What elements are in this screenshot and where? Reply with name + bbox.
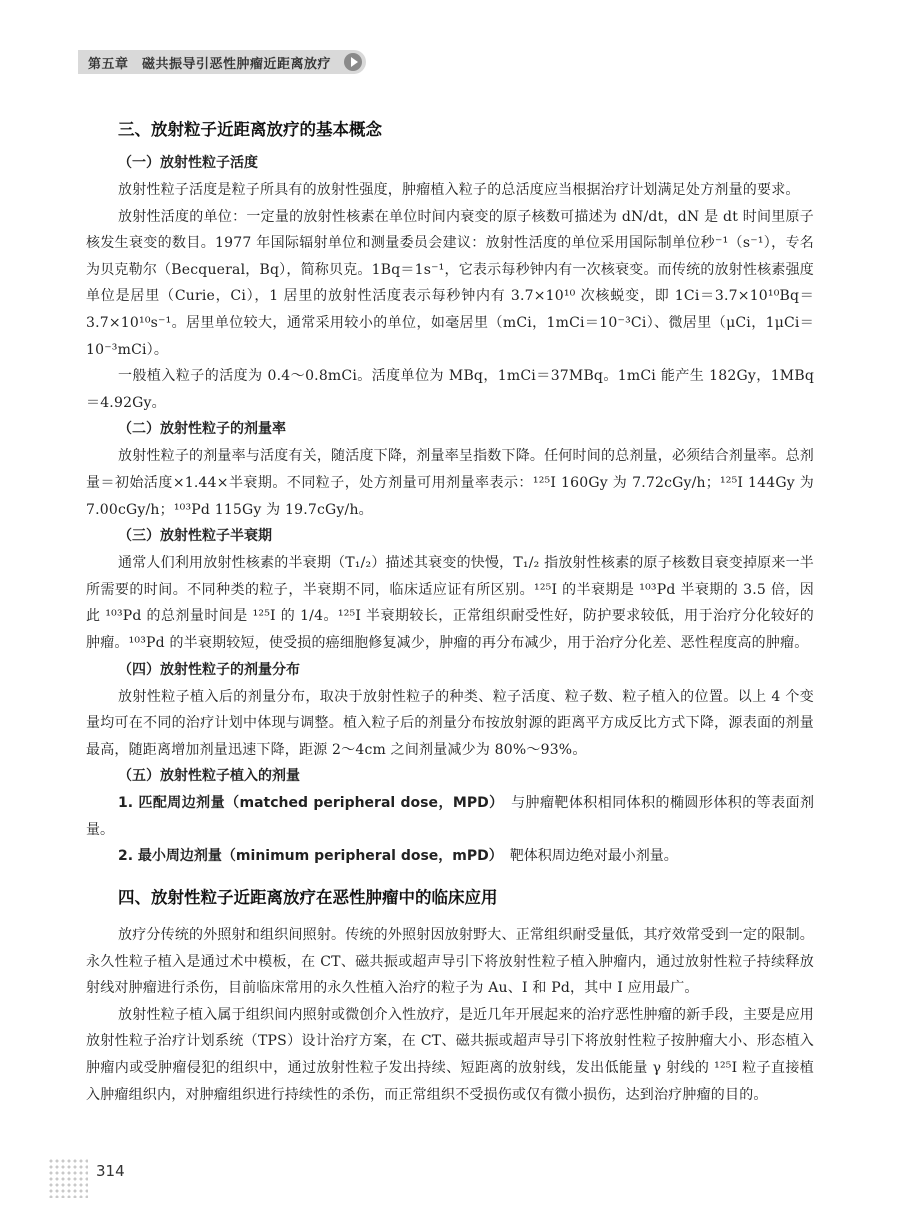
item-desc: 靶体积周边绝对最小剂量。 [509, 848, 678, 865]
paragraph: 一般植入粒子的活度为 0.4～0.8mCi。活度单位为 MBq，1mCi＝37MBq。1mCi 能产生 182Gy，1MBq＝4.92Gy。 [86, 368, 814, 411]
play-arrow-icon [344, 53, 362, 71]
subsection-2-title: （二）放射性粒子的剂量率 [118, 421, 286, 438]
paragraph: 放射性粒子的剂量率与活度有关，随活度下降，剂量率呈指数下降。任何时间的总剂量，必须结合剂量率。总剂量＝初始活度×1.44×半衰期。不同粒子，处方剂量可用剂量率表示：¹²⁵I 160Gy 为 7.72cGy/h；¹²⁵I 144Gy 为 7.00cGy/h；¹⁰³Pd 115Gy 为 19.7cGy/h。 [86, 448, 814, 518]
list-item [86, 790, 814, 843]
item-desc: 与肿瘤靶体积相同体积的椭圆形体积的等表面剂量。 [86, 795, 815, 838]
paragraph: 放射性粒子活度是粒子所具有的放射性强度，肿瘤植入粒子的总活度应当根据治疗计划满足处方剂量的要求。 [118, 182, 800, 198]
section-3-title: 三、放射粒子近距离放疗的基本概念 [118, 120, 382, 139]
subsection-1-title: （一）放射性粒子活度 [118, 155, 258, 171]
chapter-header [78, 50, 366, 74]
decorative-dot-grid [48, 1158, 88, 1198]
page-body [86, 110, 814, 1108]
paragraph: 通常人们利用放射性核素的半衰期（T₁/₂）描述其衰变的快慢，T₁/₂ 指放射性核素的原子核数目衰变掉原来一半所需要的时间。不同种类的粒子，半衰期不同，临床适应证有所区别。¹²⁵I 的半衰期是 ¹⁰³Pd 半衰期的 3.5 倍，因此 ¹⁰³Pd 的总剂量时间是 ¹²⁵I 的 1/4。¹²⁵I 半衰期较长，正常组织耐受性好，防护要求较低，用于治疗分化较好的肿瘤。¹⁰³Pd 的半衰期较短，使受损的癌细胞修复减少，肿瘤的再分布减少，用于治疗分化差、恶性程度高的肿瘤。 [86, 555, 814, 651]
section-4-title: 四、放射性粒子近距离放疗在恶性肿瘤中的临床应用 [118, 888, 498, 908]
subsection-4-title: （四）放射性粒子的剂量分布 [118, 661, 300, 678]
paragraph: 放疗分传统的外照射和组织间照射。传统的外照射因放射野大、正常组织耐受量低，其疗效常受到一定的限制。永久性粒子植入是通过术中模板，在 CT、磁共振或超声导引下将放射性粒子植入肿瘤内，通过放射性粒子持续释放射线对肿瘤进行杀伤，目前临床常用的永久性植入治疗的粒子为 Au、I 和 Pd，其中 I 应用最广。 [86, 927, 814, 997]
item-term: 2. 最小周边剂量（minimum peripheral dose，mPD） [118, 848, 496, 865]
subsection-3-title: （三）放射性粒子半衰期 [118, 528, 272, 545]
item-term: 1. 匹配周边剂量（matched peripheral dose，MPD） [118, 795, 497, 812]
list-item [86, 843, 814, 870]
subsection-5-title: （五）放射性粒子植入的剂量 [118, 768, 300, 785]
paragraph: 放射性粒子植入后的剂量分布，取决于放射性粒子的种类、粒子活度、粒子数、粒子植入的位置。以上 4 个变量均可在不同的治疗计划中体现与调整。植入粒子后的剂量分布按放射源的距离平方成反比方式下降，源表面的剂量最高，随距离增加剂量迅速下降，距源 2～4cm 之间剂量减少为 80%～93%。 [86, 688, 814, 758]
chapter-title: 第五章 磁共振导引恶性肿瘤近距离放疗 [88, 56, 332, 72]
paragraph: 放射性粒子植入属于组织间内照射或微创介入性放疗，是近几年开展起来的治疗恶性肿瘤的新手段，主要是应用放射性粒子治疗计划系统（TPS）设计治疗方案，在 CT、磁共振或超声导引下将放射性粒子按肿瘤大小、形态植入肿瘤内或受肿瘤侵犯的组织中，通过放射性粒子发出持续、短距离的放射线，发出低能量 γ 射线的 ¹²⁵I 粒子直接植入肿瘤组织内，对肿瘤组织进行持续性的杀伤，而正常组织不受损伤或仅有微小损伤，达到治疗肿瘤的目的。 [86, 1006, 814, 1103]
page-number: 314 [96, 1162, 125, 1180]
paragraph: 放射性活度的单位：一定量的放射性核素在单位时间内衰变的原子核数可描述为 dN/dt，dN 是 dt 时间里原子核发生衰变的数目。1977 年国际辐射单位和测量委员会建议：放射性活度的单位采用国际制单位秒⁻¹（s⁻¹），专名为贝克勒尔（Becqueral，Bq），简称贝克。1Bq＝1s⁻¹，它表示每秒钟内有一次核衰变。而传统的放射性核素强度单位是居里（Curie，Ci），1 居里的放射性活度表示每秒钟内有 3.7×10¹⁰ 次核蜕变，即 1Ci＝3.7×10¹⁰Bq＝3.7×10¹⁰s⁻¹。居里单位较大，通常采用较小的单位，如毫居里（mCi，1mCi＝10⁻³Ci）、微居里（μCi，1μCi＝10⁻³mCi）。 [86, 208, 814, 358]
